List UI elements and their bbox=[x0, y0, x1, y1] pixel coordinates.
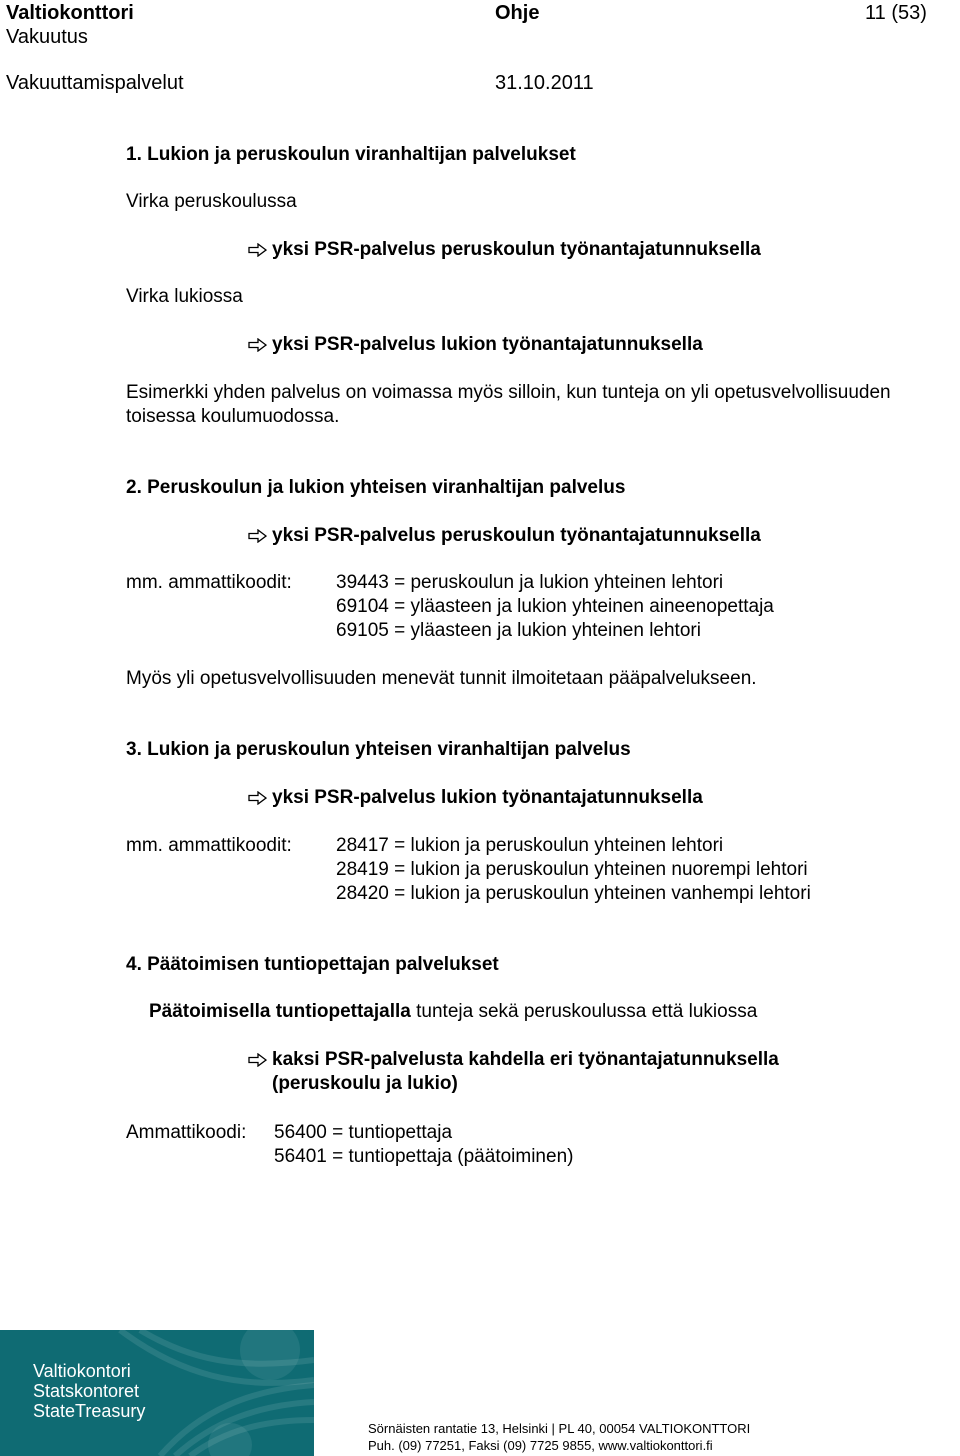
section2-code-3: 69105 = yläasteen ja lukion yhteinen lehtori bbox=[336, 620, 701, 641]
section2-note: Myös yli opetusvelvollisuuden menevät tunnit ilmoitetaan pääpalvelukseen. bbox=[126, 668, 757, 689]
section1-case2-label: Virka lukiossa bbox=[126, 286, 243, 307]
section4-intro-rest: tunteja sekä peruskoulussa että lukiossa bbox=[410, 1001, 758, 1022]
section1-case1-result: yksi PSR-palvelus peruskoulun työnantajatunnuksella bbox=[272, 239, 761, 260]
section3-code-1: 28417 = lukion ja peruskoulun yhteinen lehtori bbox=[336, 835, 724, 856]
header-page-number: 11 (53) bbox=[865, 2, 927, 24]
logo-line-en: StateTreasury bbox=[33, 1401, 146, 1421]
section4-result-line1: kaksi PSR-palvelusta kahdella eri työnantajatunnuksella bbox=[272, 1049, 779, 1070]
section1-heading: 1. Lukion ja peruskoulun viranhaltijan palvelukset bbox=[126, 144, 576, 165]
section1-case1-label: Virka peruskoulussa bbox=[126, 191, 297, 212]
header-org: Valtiokonttori bbox=[6, 2, 134, 24]
right-arrow-icon bbox=[248, 338, 267, 352]
section2-code-2: 69104 = yläasteen ja lukion yhteinen aineenopettaja bbox=[336, 596, 774, 617]
header-dept: Vakuutus bbox=[6, 26, 88, 48]
section4-code-1: 56400 = tuntiopettaja bbox=[274, 1122, 453, 1143]
section2-heading: 2. Peruskoulun ja lukion yhteisen viranhaltijan palvelus bbox=[126, 477, 626, 498]
section4-heading: 4. Päätoimisen tuntiopettajan palvelukset bbox=[126, 954, 499, 975]
right-arrow-icon bbox=[248, 1053, 267, 1067]
header-date: 31.10.2011 bbox=[495, 72, 594, 94]
section4-codes-label: Ammattikoodi: bbox=[126, 1122, 247, 1143]
right-arrow-icon bbox=[248, 243, 267, 257]
section1-note-line2: toisessa koulumuodossa. bbox=[126, 406, 340, 427]
section4-code-2: 56401 = tuntiopettaja (päätoiminen) bbox=[274, 1146, 574, 1167]
section2-codes-label: mm. ammattikoodit: bbox=[126, 572, 292, 593]
section3-codes-label: mm. ammattikoodit: bbox=[126, 835, 292, 856]
section2-code-1: 39443 = peruskoulun ja lukion yhteinen lehtori bbox=[336, 572, 724, 593]
header-doc-type: Ohje bbox=[495, 2, 540, 24]
section3-code-3: 28420 = lukion ja peruskoulun yhteinen vanhempi lehtori bbox=[336, 883, 811, 904]
section3-code-2: 28419 = lukion ja peruskoulun yhteinen nuorempi lehtori bbox=[336, 859, 808, 880]
section2-result: yksi PSR-palvelus peruskoulun työnantajatunnuksella bbox=[272, 525, 761, 546]
footer-contact: Puh. (09) 77251, Faksi (09) 7725 9855, www.valtiokonttori.fi bbox=[368, 1438, 713, 1453]
valtiokonttori-logo bbox=[0, 1330, 314, 1456]
logo-line-sv: Statskontoret bbox=[33, 1381, 140, 1401]
section1-note-line1: Esimerkki yhden palvelus on voimassa myös silloin, kun tunteja on yli opetusvelvollisuuden bbox=[126, 382, 891, 403]
footer-address: Sörnäisten rantatie 13, Helsinki | PL 40, 00054 VALTIOKONTTORI bbox=[368, 1421, 751, 1436]
section4-intro-bold: Päätoimisella tuntiopettajalla bbox=[149, 1001, 411, 1022]
right-arrow-icon bbox=[248, 529, 267, 543]
header-unit: Vakuuttamispalvelut bbox=[6, 72, 184, 94]
section4-result-line2: (peruskoulu ja lukio) bbox=[272, 1073, 458, 1094]
section4-intro bbox=[149, 1001, 757, 1023]
section3-heading: 3. Lukion ja peruskoulun yhteisen viranhaltijan palvelus bbox=[126, 739, 631, 760]
right-arrow-icon bbox=[248, 791, 267, 805]
section1-case2-result: yksi PSR-palvelus lukion työnantajatunnuksella bbox=[272, 334, 703, 355]
section3-result: yksi PSR-palvelus lukion työnantajatunnuksella bbox=[272, 787, 703, 808]
logo-line-fi: Valtiokontori bbox=[33, 1361, 131, 1381]
